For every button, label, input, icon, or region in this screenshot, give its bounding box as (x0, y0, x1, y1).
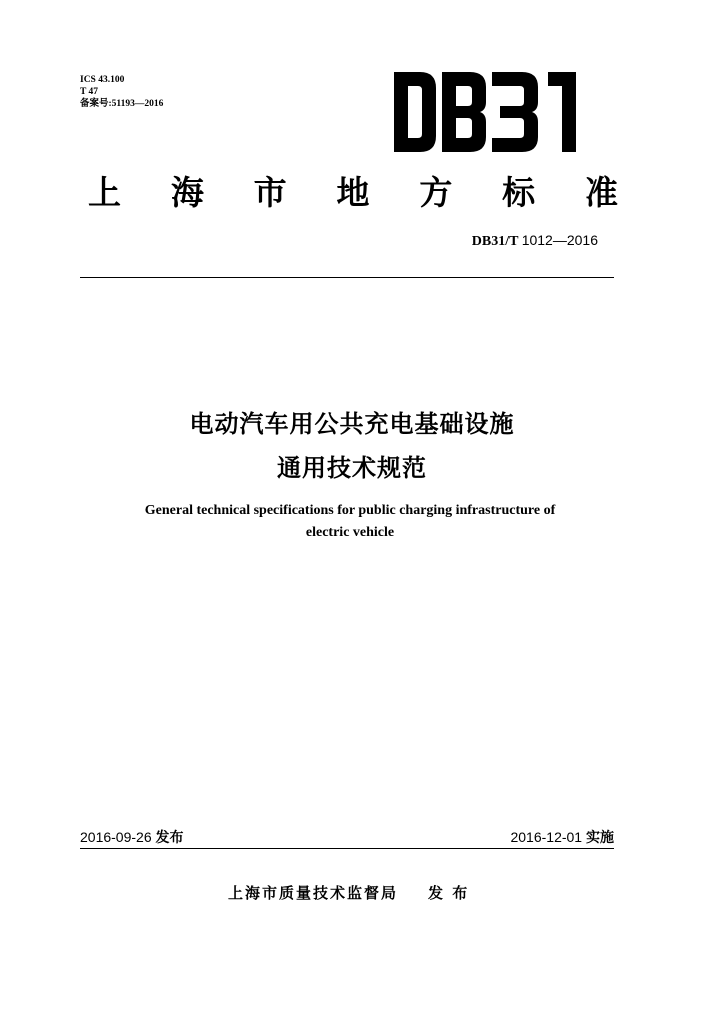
issue-date (80, 827, 184, 847)
standard-type-title (88, 167, 618, 214)
standard-type-char: 上 (88, 173, 121, 212)
db31-logo (392, 70, 578, 154)
standard-type-char: 方 (419, 173, 453, 212)
standard-code-number: 1012—2016 (521, 232, 598, 248)
issuer-action: 发 布 (428, 884, 470, 902)
bottom-divider (80, 848, 614, 849)
issue-date-label: 发布 (155, 830, 184, 846)
standard-code-prefix: DB31/T (471, 234, 519, 249)
standard-code (472, 232, 598, 250)
title-english-line-2: electric vehicle (305, 525, 395, 540)
title-english (100, 500, 600, 544)
logo-letter-b (442, 72, 486, 152)
issuer-name: 上海市质量技术监督局 (228, 884, 399, 902)
title-chinese-line-1: 电动汽车用公共充电基础设施 (189, 410, 515, 438)
issue-date-value: 2016-09-26 (80, 829, 152, 845)
standard-type-char: 标 (502, 173, 536, 212)
document-metadata (80, 74, 163, 110)
implementation-date (510, 827, 614, 847)
top-divider (80, 277, 614, 278)
logo-letter-d (394, 72, 436, 152)
title-english-line-1: General technical specifications for public charging infrastructure of (144, 503, 556, 518)
logo-digit-3 (492, 72, 538, 152)
title-chinese-line-2: 通用技术规范 (277, 454, 427, 482)
implementation-date-value: 2016-12-01 (510, 829, 583, 845)
filing-number: 备案号:51193—2016 (80, 99, 164, 109)
standard-type-char: 地 (336, 173, 370, 212)
ics-code: ICS 43.100 (80, 75, 125, 85)
implementation-date-label: 实施 (586, 830, 614, 846)
standard-type-char: 市 (253, 173, 287, 212)
logo-digit-1 (548, 72, 576, 152)
standard-type-char: 海 (170, 173, 204, 212)
classification-code: T 47 (80, 87, 99, 97)
issuer (228, 882, 469, 903)
standard-type-char: 准 (584, 173, 618, 212)
